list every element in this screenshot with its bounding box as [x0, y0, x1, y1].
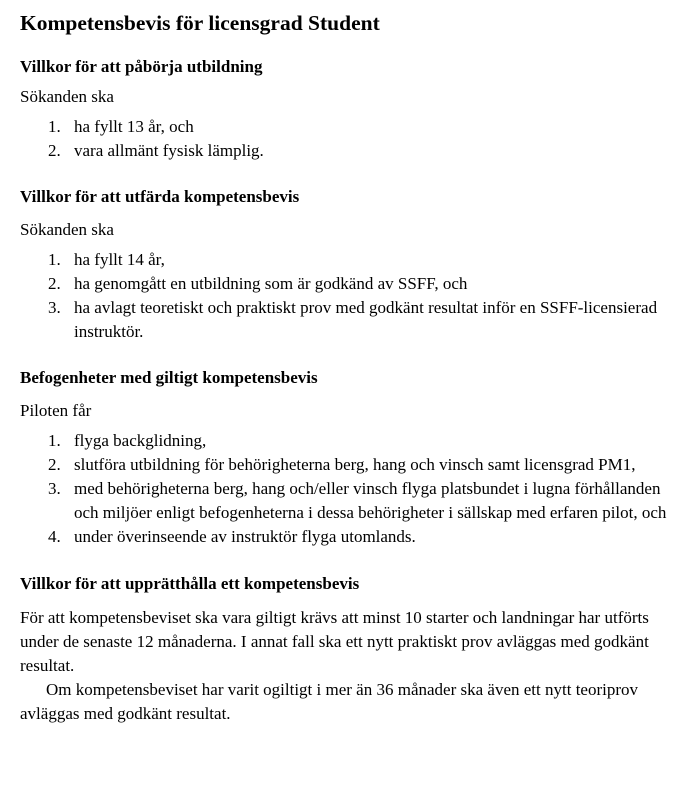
section-heading-start-training: Villkor för att påbörja utbildning: [20, 57, 263, 76]
list-item: [20, 115, 679, 139]
list-item: [20, 272, 679, 296]
numbered-list: [20, 248, 679, 344]
document-title: Kompetensbevis för licensgrad Student: [20, 11, 380, 35]
section-heading-maintain-certificate: Villkor för att upprätthålla ett kompetensbevis: [20, 574, 360, 593]
list-item-text: flyga backglidning,: [74, 431, 207, 450]
body-paragraph: För att kompetensbeviset ska vara giltigt krävs att minst 10 starter och landningar har utförts under de senaste 12 månaderna. I annat fall ska ett nytt praktiskt prov avläggas med godkänt resultat.: [20, 608, 649, 675]
section-intro: Sökanden ska: [20, 220, 114, 239]
section-intro: Sökanden ska: [20, 87, 114, 106]
section-intro: Piloten får: [20, 401, 92, 420]
list-item: [20, 139, 679, 163]
list-number: 1.: [48, 431, 61, 450]
list-number: 1.: [48, 250, 61, 269]
section-heading-issue-certificate: Villkor för att utfärda kompetensbevis: [20, 187, 300, 206]
list-number: 2.: [48, 274, 61, 293]
numbered-list: [20, 115, 679, 163]
list-item: [20, 296, 679, 344]
section-heading-privileges: Befogenheter med giltigt kompetensbevis: [20, 368, 318, 387]
list-item-text: med behörigheterna berg, hang och/eller vinsch flyga platsbundet i lugna förhållanden och miljöer enligt befogenheterna i dessa behörigheter i sällskap med erfaren pilot, och: [74, 479, 667, 522]
list-number: 2.: [48, 455, 61, 474]
list-item-text: ha avlagt teoretiskt och praktiskt prov med godkänt resultat inför en SSFF-licensierad instruktör.: [74, 298, 658, 341]
list-item-text: ha fyllt 14 år,: [74, 250, 165, 269]
list-number: 3.: [48, 479, 61, 498]
list-item: [20, 248, 679, 272]
list-item-text: ha genomgått en utbildning som är godkänd av SSFF, och: [74, 274, 468, 293]
list-item-text: under överinseende av instruktör flyga utomlands.: [74, 527, 416, 546]
list-number: 3.: [48, 298, 61, 317]
list-item: [20, 525, 679, 549]
numbered-list: [20, 429, 679, 549]
list-item-text: vara allmänt fysisk lämplig.: [74, 141, 264, 160]
body-paragraph-indented: Om kompetensbeviset har varit ogiltigt i mer än 36 månader ska även ett nytt teoriprov avläggas med godkänt resultat.: [20, 680, 639, 723]
list-item-text: ha fyllt 13 år, och: [74, 117, 194, 136]
list-item: [20, 429, 679, 453]
list-item: [20, 453, 679, 477]
list-number: 4.: [48, 527, 61, 546]
list-number: 2.: [48, 141, 61, 160]
list-item: [20, 477, 679, 525]
list-number: 1.: [48, 117, 61, 136]
list-item-text: slutföra utbildning för behörigheterna berg, hang och vinsch samt licensgrad PM1,: [74, 455, 636, 474]
